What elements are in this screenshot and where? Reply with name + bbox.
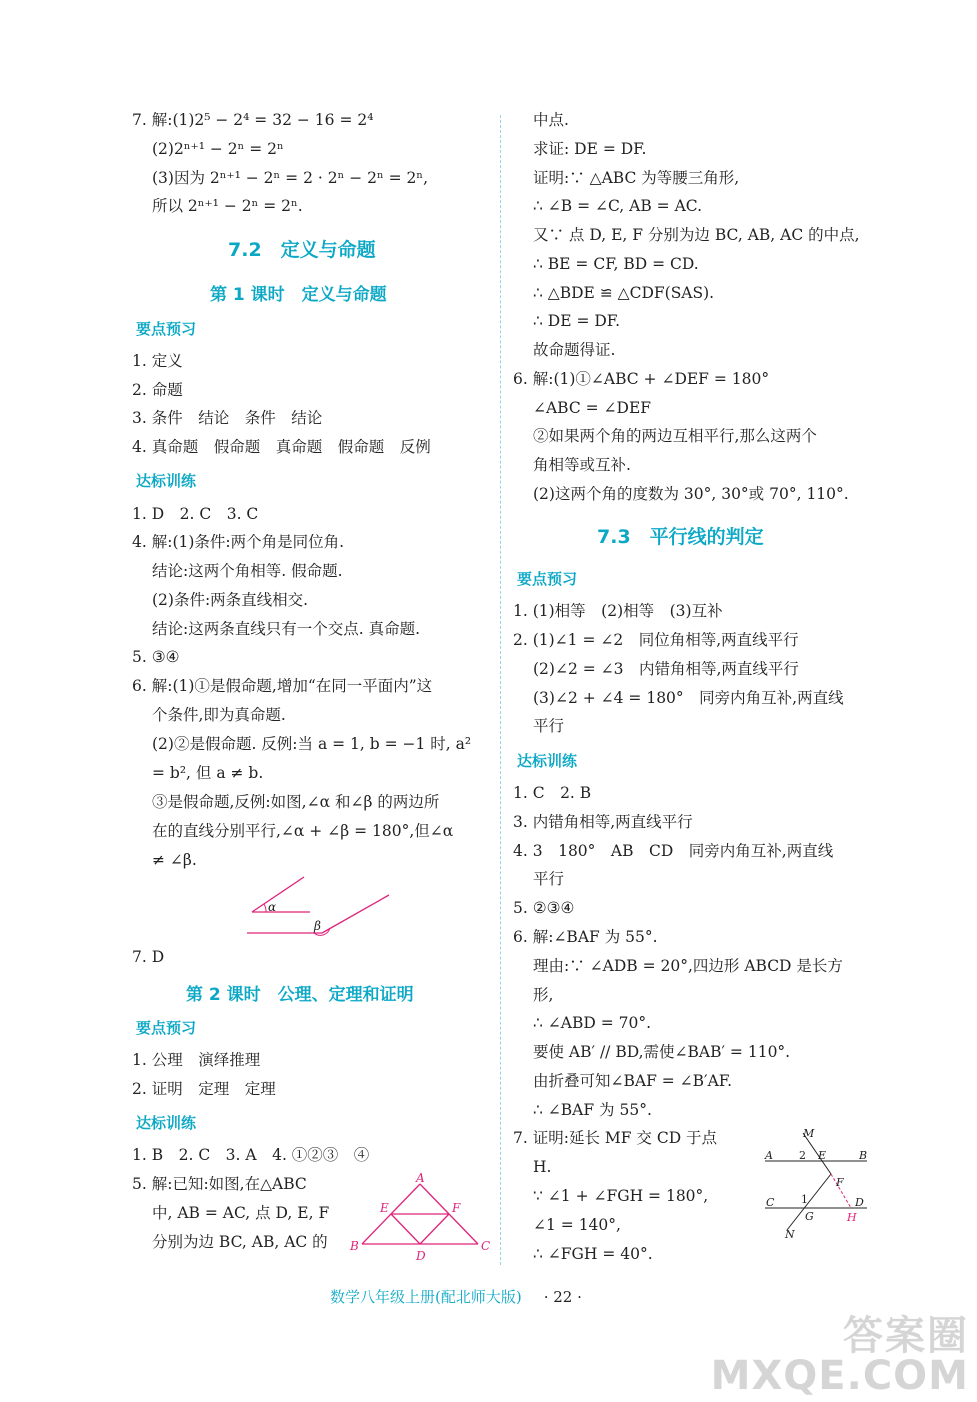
answer-line: ∴ △BDE ≌ △CDF(SAS). (533, 284, 715, 302)
answer-line: ∴ ∠ABD = 70°. (533, 1014, 652, 1032)
answer-line: (2)②是假命题. 反例:当 a = 1, b = −1 时, a² (152, 735, 472, 753)
answer-line: 5. ③④ (132, 648, 180, 666)
answer-line: (3)因为 2ⁿ⁺¹ − 2ⁿ = 2 · 2ⁿ − 2ⁿ = 2ⁿ, (152, 169, 429, 187)
fig-label: M (803, 1128, 815, 1140)
page-number: · 22 · (543, 1288, 582, 1306)
answer-line: 平行 (533, 870, 565, 888)
answer-line: 平行 (533, 717, 565, 735)
answer-line: = b², 但 a ≠ b. (152, 764, 264, 782)
answer-line: H. (533, 1158, 552, 1176)
answer-line: 5. 解:已知:如图,在△ABC (132, 1175, 307, 1193)
answer-line: 求证: DE = DF. (533, 140, 647, 158)
book-title: 数学八年级上册(配北师大版) (330, 1288, 522, 1306)
tri-label: B (350, 1239, 359, 1253)
answer-line: (2)条件:两条直线相交. (152, 591, 309, 609)
tri-label: D (416, 1249, 426, 1263)
answer-line: ∴ ∠BAF 为 55°. (533, 1101, 652, 1119)
answer-line: 1. 定义 (132, 352, 183, 370)
answer-line: 证明:∵ △ABC 为等腰三角形, (533, 169, 740, 187)
triangle-figure (346, 1172, 494, 1264)
answer-line: 由折叠可知∠BAF = ∠B′AF. (533, 1072, 733, 1090)
fig-label: E (818, 1149, 827, 1162)
answer-line: 3. 内错角相等,两直线平行 (513, 813, 693, 831)
answer-line: 所以 2ⁿ⁺¹ − 2ⁿ = 2ⁿ. (152, 197, 303, 215)
answer-line: 角相等或互补. (533, 456, 631, 474)
answer-line: 7. 解:(1)2⁵ − 2⁴ = 32 − 16 = 2⁴ (132, 111, 374, 129)
training-label: 达标训练 (136, 1114, 197, 1132)
fig-label: 2 (799, 1149, 806, 1162)
answer-line: 4. 真命题 假命题 真命题 假命题 反例 (132, 438, 431, 456)
answer-line: ∴ ∠B = ∠C, AB = AC. (533, 197, 703, 215)
answer-line: 7. 证明:延长 MF 交 CD 于点 (513, 1129, 718, 1147)
alpha-label: α (268, 900, 277, 914)
watermark-text: 答案圈 (843, 1313, 969, 1359)
fig-label: H (847, 1211, 857, 1224)
answer-line: 2. (1)∠1 = ∠2 同位角相等,两直线平行 (513, 631, 799, 649)
fig-label: B (859, 1149, 868, 1162)
answer-line: 2. 证明 定理 定理 (132, 1080, 276, 1098)
page-footer (330, 1286, 582, 1307)
lesson-title: 第 2 课时 公理、定理和证明 (186, 985, 414, 1005)
answer-line: ∴ ∠FGH = 40°. (533, 1245, 653, 1263)
answer-line: 中点. (533, 111, 569, 129)
answer-line: 中, AB = AC, 点 D, E, F (152, 1204, 330, 1222)
answer-line: 1. D 2. C 3. C (132, 505, 259, 523)
training-label: 达标训练 (136, 472, 197, 490)
answer-line: 6. 解:∠BAF 为 55°. (513, 928, 658, 946)
beta-label: β (314, 919, 321, 933)
fig-label: A (765, 1149, 773, 1162)
answer-line: 形, (533, 986, 554, 1004)
answer-line: 结论:这两条直线只有一个交点. 真命题. (152, 620, 421, 638)
answer-line: 7. D (132, 948, 165, 966)
answer-line: ②如果两个角的两边互相平行,那么这两个 (533, 427, 817, 445)
answer-line: 1. B 2. C 3. A 4. ①②③ ④ (132, 1146, 370, 1164)
preview-label: 要点预习 (136, 1019, 197, 1037)
answer-line: 4. 解:(1)条件:两个角是同位角. (132, 533, 345, 551)
answer-line: 6. 解:(1)①∠ABC + ∠DEF = 180° (513, 370, 770, 388)
tri-label: A (416, 1172, 425, 1185)
fig-label: 1 (801, 1193, 808, 1206)
section-title: 7.3 平行线的判定 (597, 526, 764, 548)
answer-line: 分别为边 BC, AB, AC 的 (152, 1233, 328, 1251)
answer-line: (2)∠2 = ∠3 内错角相等,两直线平行 (533, 660, 799, 678)
section-title: 7.2 定义与命题 (228, 239, 376, 261)
answer-line: 1. C 2. B (513, 784, 592, 802)
answer-line: ∠ABC = ∠DEF (533, 399, 652, 417)
answer-line: (2)2ⁿ⁺¹ − 2ⁿ = 2ⁿ (152, 140, 284, 158)
answer-line: 故命题得证. (533, 341, 616, 359)
answer-line: 在的直线分别平行,∠α + ∠β = 180°,但∠α (152, 822, 454, 840)
answer-line: 4. 3 180° AB CD 同旁内角互补,两直线 (513, 842, 834, 860)
answer-line: ∵ ∠1 + ∠FGH = 180°, (533, 1187, 709, 1205)
fig-label: N (785, 1228, 795, 1240)
tri-label: E (380, 1201, 389, 1215)
fig-label: F (836, 1176, 844, 1189)
watermark (710, 1313, 969, 1399)
preview-label: 要点预习 (136, 320, 197, 338)
answer-line: ∴ BE = CF, BD = CD. (533, 255, 699, 273)
answer-line: 结论:这两个角相等. 假命题. (152, 562, 343, 580)
answer-line: 又∵ 点 D, E, F 分别为边 BC, AB, AC 的中点, (533, 226, 860, 244)
parallel-lines-figure (763, 1128, 875, 1240)
preview-label: 要点预习 (517, 570, 578, 588)
answer-line: 6. 解:(1)①是假命题,增加“在同一平面内”这 (132, 677, 433, 695)
answer-line: 要使 AB′ // BD,需使∠BAB′ = 110°. (533, 1043, 791, 1061)
answer-line: ∠1 = 140°, (533, 1216, 621, 1234)
tri-label: F (452, 1201, 461, 1215)
tri-label: C (481, 1239, 491, 1253)
lesson-title: 第 1 课时 定义与命题 (210, 285, 387, 305)
parallel-angles-figure (244, 875, 394, 939)
answer-line: 理由:∵ ∠ADB = 20°,四边形 ABCD 是长方 (533, 957, 843, 975)
answer-line: ∴ DE = DF. (533, 312, 621, 330)
column-divider (500, 115, 501, 1265)
fig-label: D (855, 1196, 864, 1209)
watermark-url: MXQE.COM (710, 1353, 969, 1399)
answer-line: 3. 条件 结论 条件 结论 (132, 409, 323, 427)
training-label: 达标训练 (517, 752, 578, 770)
fig-label: C (766, 1196, 775, 1209)
answer-line: ≠ ∠β. (152, 851, 197, 869)
answer-line: ③是假命题,反例:如图,∠α 和∠β 的两边所 (152, 793, 440, 811)
fig-label: G (805, 1210, 814, 1223)
answer-line: (2)这两个角的度数为 30°, 30°或 70°, 110°. (533, 485, 849, 503)
answer-line: 2. 命题 (132, 381, 183, 399)
answer-line: 个条件,即为真命题. (152, 706, 286, 724)
answer-line: (3)∠2 + ∠4 = 180° 同旁内角互补,两直线 (533, 689, 844, 707)
answer-line: 5. ②③④ (513, 899, 575, 917)
answer-line: 1. (1)相等 (2)相等 (3)互补 (513, 602, 723, 620)
answer-line: 1. 公理 演绎推理 (132, 1051, 261, 1069)
